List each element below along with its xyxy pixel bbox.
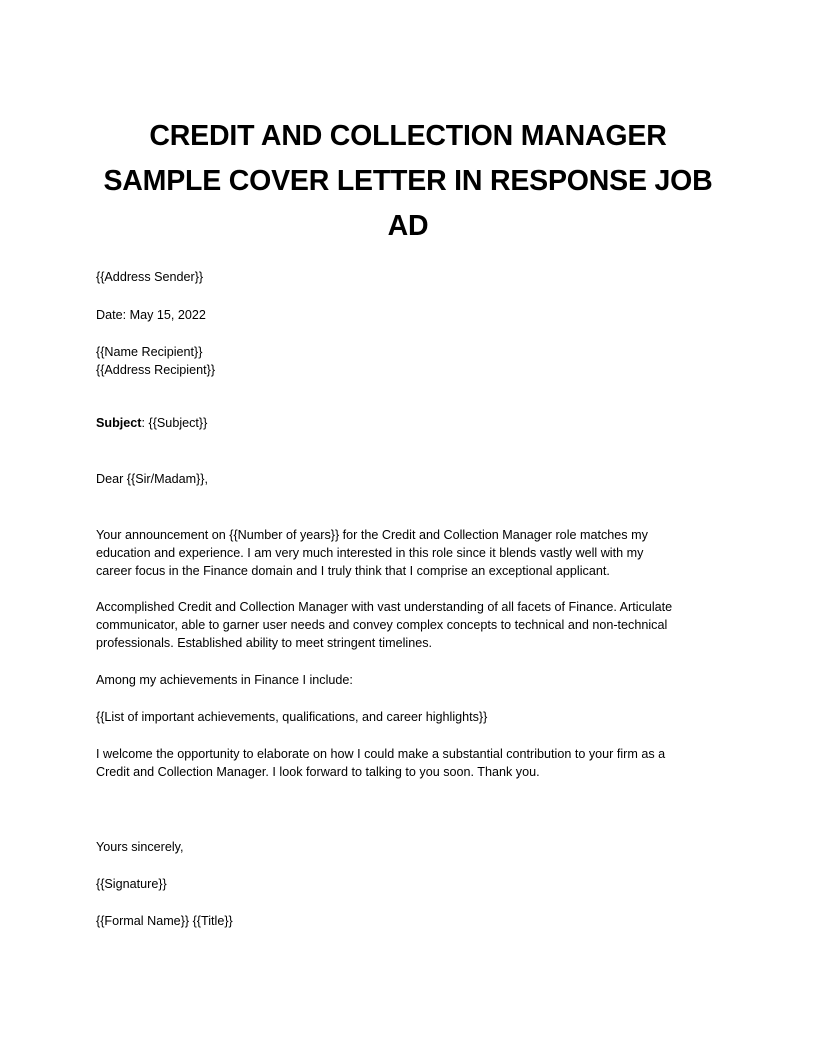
subject-line xyxy=(96,414,207,432)
title-line: AD xyxy=(387,210,429,242)
paragraph-closing xyxy=(96,745,728,781)
document-title xyxy=(96,114,720,249)
salutation: Dear {{Sir/Madam}}, xyxy=(96,472,209,486)
address-sender: {{Address Sender}} xyxy=(96,270,204,284)
paragraph-line: Credit and Collection Manager. I look forward to talking to you soon. Thank you. xyxy=(96,765,540,779)
title-line: CREDIT AND COLLECTION MANAGER xyxy=(149,120,667,152)
paragraph-line: professionals. Established ability to meet stringent timelines. xyxy=(96,636,432,650)
title-line: SAMPLE COVER LETTER IN RESPONSE JOB xyxy=(103,165,713,197)
paragraph-line: I welcome the opportunity to elaborate on how I could make a substantial contribution to your firm as a xyxy=(96,747,666,761)
letter-date: Date: May 15, 2022 xyxy=(96,308,206,322)
paragraph-line: communicator, able to garner user needs and convey complex concepts to technical and non-technical xyxy=(96,618,668,632)
paragraph-line: career focus in the Finance domain and I truly think that I comprise an exceptional applicant. xyxy=(96,564,610,578)
paragraph-intro xyxy=(96,526,728,580)
name-recipient: {{Name Recipient}} xyxy=(96,345,203,359)
paragraph-line: Accomplished Credit and Collection Manager with vast understanding of all facets of Finance. Articulate xyxy=(96,600,673,614)
paragraph-line: education and experience. I am very much interested in this role since it blends vastly well with my xyxy=(96,546,644,560)
address-recipient: {{Address Recipient}} xyxy=(96,363,216,377)
paragraph-summary xyxy=(96,598,728,652)
closing: Yours sincerely, xyxy=(96,840,184,854)
subject-label: Subject xyxy=(96,416,142,430)
achievements-list: {{List of important achievements, qualifications, and career highlights}} xyxy=(96,710,488,724)
formal-name-title: {{Formal Name}} {{Title}} xyxy=(96,914,233,928)
signature: {{Signature}} xyxy=(96,877,167,891)
subject-value: : {{Subject}} xyxy=(141,416,208,430)
achievements-intro: Among my achievements in Finance I include: xyxy=(96,673,353,687)
paragraph-line: Your announcement on {{Number of years}} for the Credit and Collection Manager role matches my xyxy=(96,528,648,542)
